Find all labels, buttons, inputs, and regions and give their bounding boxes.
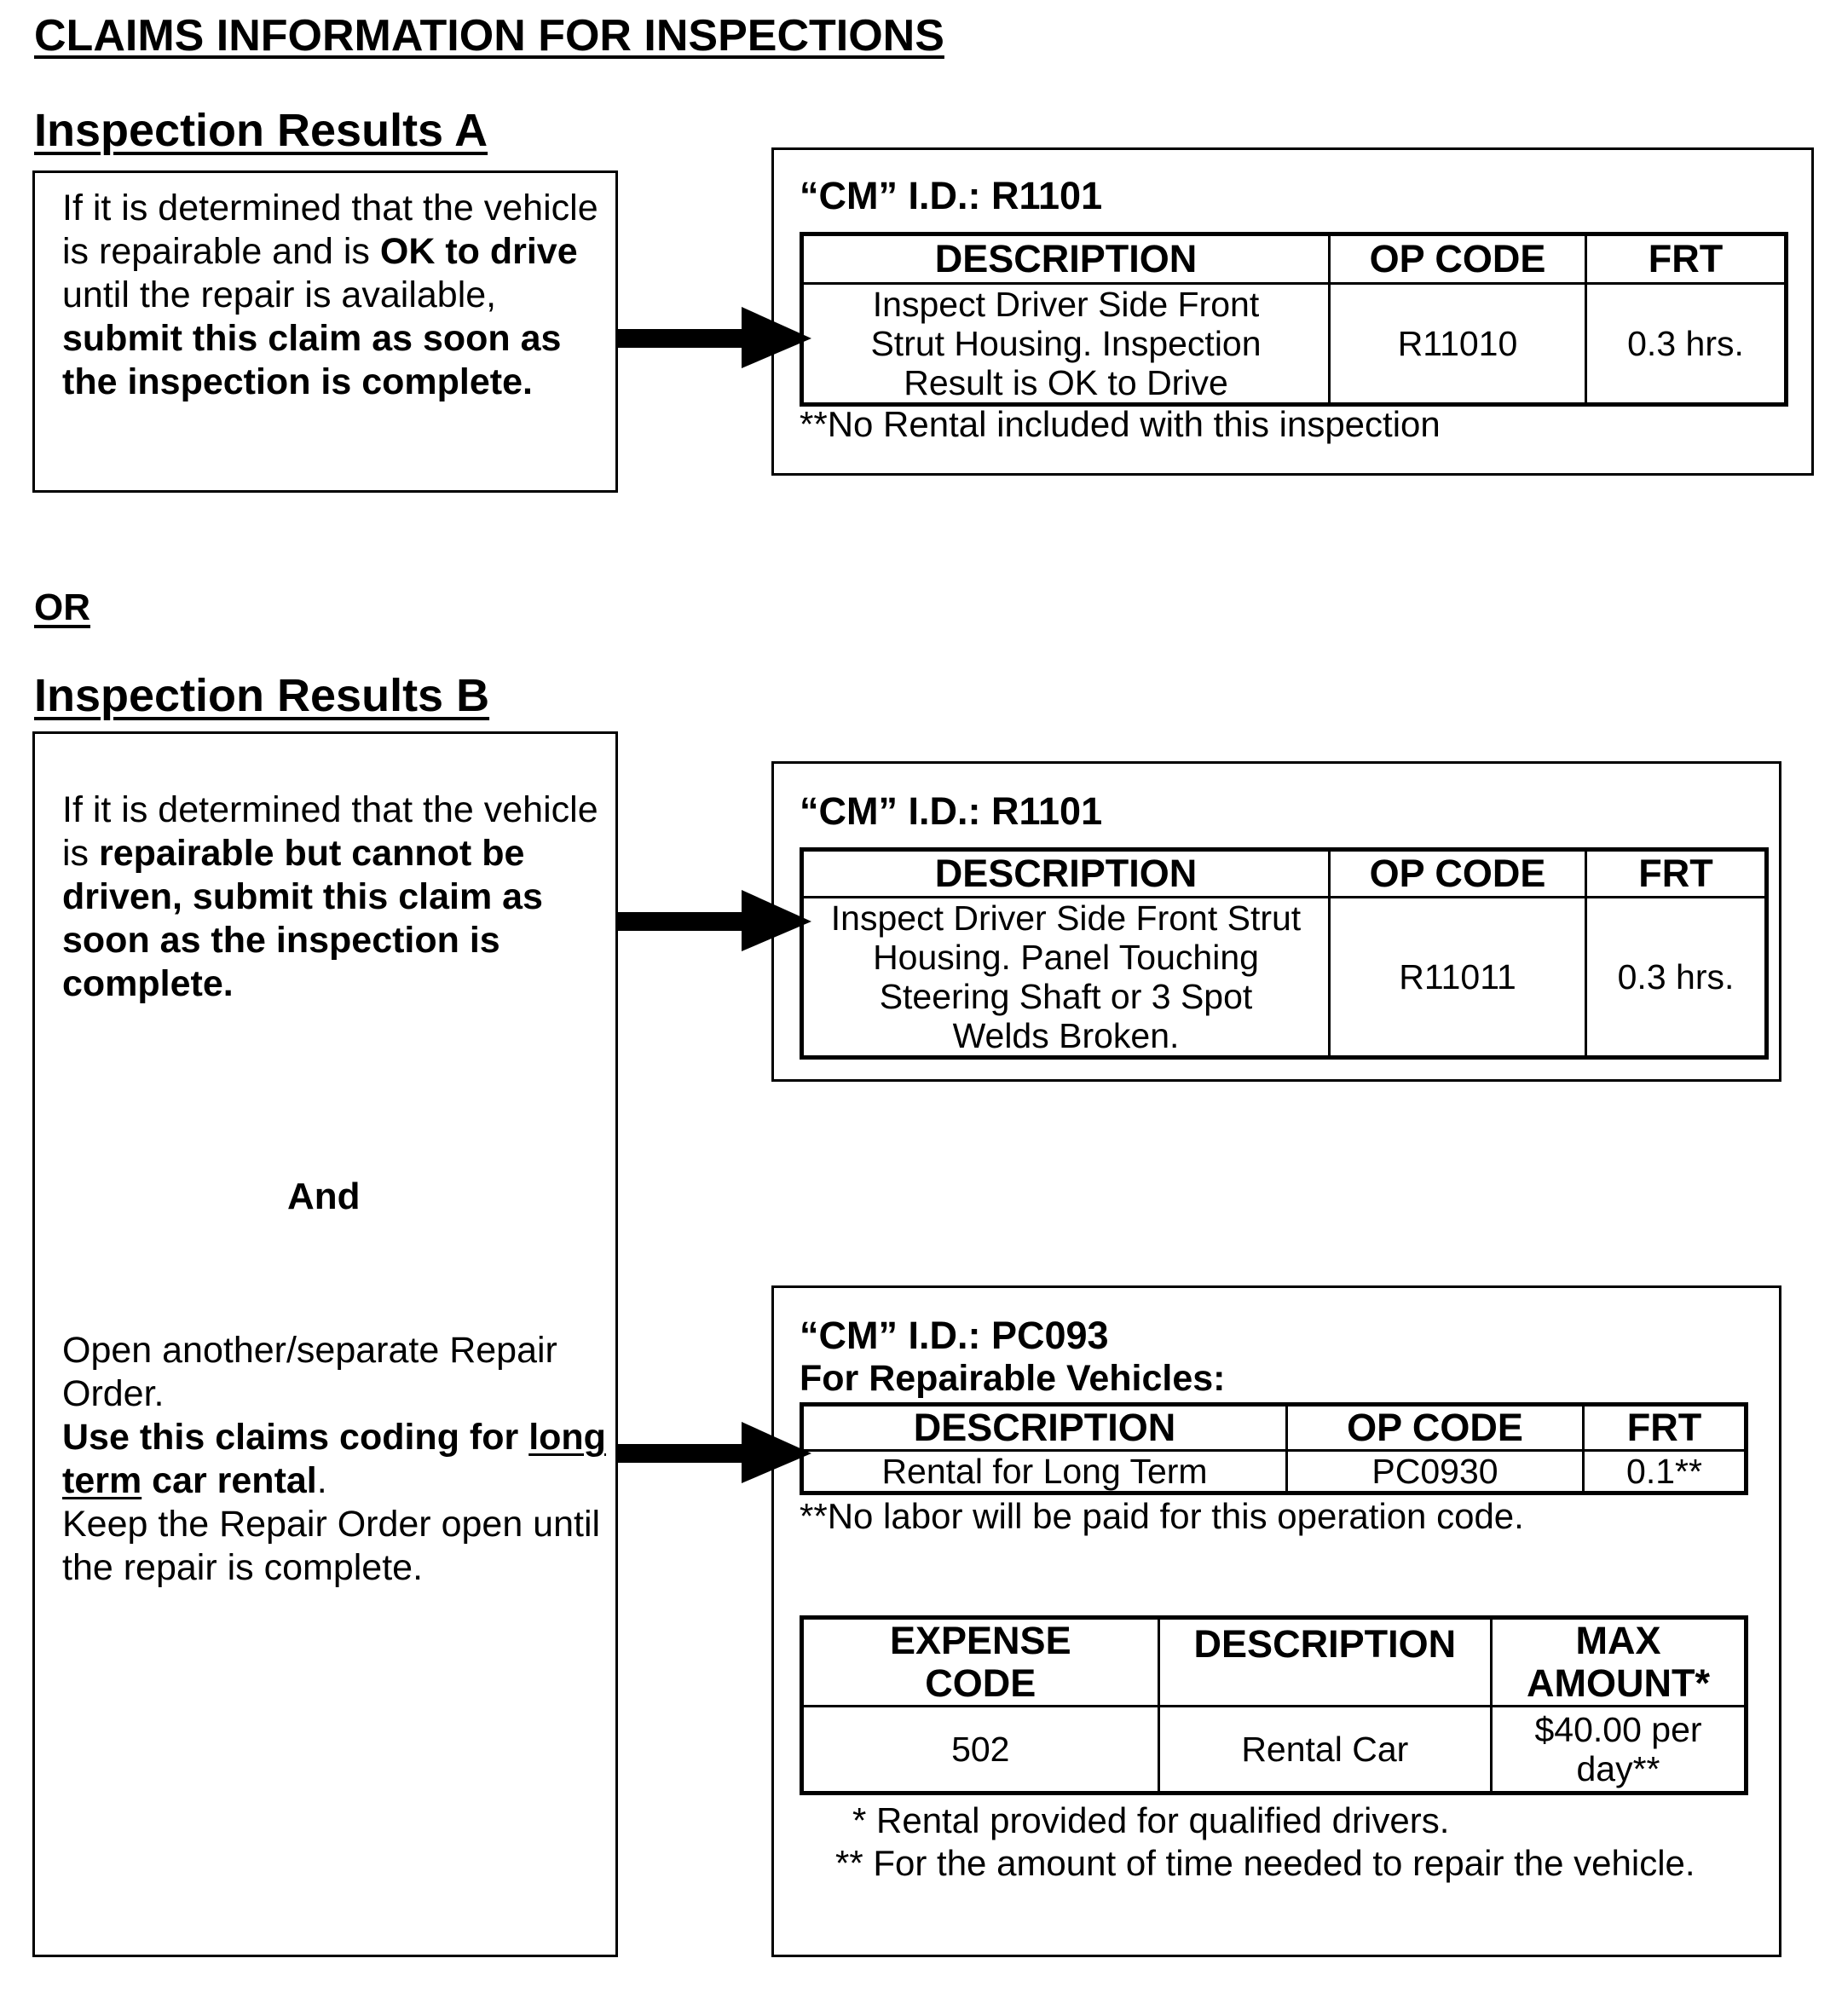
section-a-heading: Inspection Results A [34, 105, 488, 156]
expense-table [800, 1615, 1748, 1795]
expense-cell-description: Rental Car [1158, 1707, 1491, 1794]
or-label: OR [34, 586, 90, 628]
cm-b1-cell-op-code: R11011 [1330, 898, 1586, 1058]
cm-a-header-op-code: OP CODE [1330, 234, 1586, 284]
instr-a-part-4: submit this claim as soon as the inspection is complete. [62, 318, 562, 402]
cm-a-note: **No Rental included with this inspection [800, 404, 1441, 444]
instr-b2-period: . [316, 1460, 327, 1501]
expense-header-code: EXPENSE CODE [802, 1618, 1159, 1707]
section-a-instruction-text [62, 187, 599, 404]
instr-b2-bold-b: car rental [141, 1460, 317, 1501]
cm-b1-header-frt: FRT [1586, 850, 1767, 898]
cm-b1-cell-description: Inspect Driver Side Front Strut Housing. Panel Touching Steering Shaft or 3 Spot Welds Broken. [802, 898, 1330, 1058]
cm-box-a [771, 147, 1814, 476]
instr-b2-line-3: Keep the Repair Order open until the repair is complete. [62, 1504, 601, 1588]
instr-a-part-2: OK to drive [379, 231, 578, 272]
cm-id-b1: “CM” I.D.: R1101 [800, 789, 1103, 833]
expense-footnote-1: * Rental provided for qualified drivers. [852, 1800, 1450, 1840]
cm-b2-note: **No labor will be paid for this operation code. [800, 1496, 1524, 1536]
instr-b2-bold-a: Use this claims coding for [62, 1417, 529, 1458]
and-label: And [287, 1176, 361, 1217]
cm-a-code-table [800, 232, 1788, 407]
cm-box-b2 [771, 1285, 1781, 1957]
instr-b2-line-1: Open another/separate Repair Order. [62, 1330, 557, 1414]
instr-b-part-2: repairable but cannot be driven, submit this claim as soon as the inspection is complete. [62, 833, 543, 1004]
section-b-instruction-text-1 [62, 788, 599, 1006]
expense-header-max-amount: MAX AMOUNT* [1492, 1618, 1747, 1707]
cm-id-a: “CM” I.D.: R1101 [800, 174, 1103, 217]
section-a-instruction-box [32, 170, 618, 493]
instr-a-part-1: If it is determined that the vehicle is repairable and is [62, 188, 598, 272]
cm-a-cell-frt: 0.3 hrs. [1586, 284, 1787, 405]
cm-a-cell-description: Inspect Driver Side Front Strut Housing. Inspection Result is OK to Drive [802, 284, 1330, 405]
cm-b1-cell-frt: 0.3 hrs. [1586, 898, 1767, 1058]
cm-a-cell-op-code: R11010 [1330, 284, 1586, 405]
cm-b2-header-description: DESCRIPTION [802, 1405, 1287, 1451]
cm-b2-subtitle: For Repairable Vehicles: [800, 1358, 1226, 1399]
cm-b2-cell-op-code: PC0930 [1287, 1451, 1584, 1493]
cm-a-header-description: DESCRIPTION [802, 234, 1330, 284]
cm-a-header-frt: FRT [1586, 234, 1787, 284]
expense-header-description: DESCRIPTION [1158, 1618, 1491, 1707]
section-b-instruction-box [32, 731, 618, 1957]
section-b-instruction-text-2 [62, 1329, 608, 1590]
cm-b1-header-op-code: OP CODE [1330, 850, 1586, 898]
cm-b2-header-frt: FRT [1584, 1405, 1747, 1451]
cm-b1-code-table [800, 847, 1769, 1060]
expense-footnotes [835, 1799, 1739, 1885]
cm-b2-cell-description: Rental for Long Term [802, 1451, 1287, 1493]
cm-box-b1 [771, 761, 1781, 1082]
expense-footnote-2: ** For the amount of time needed to repair the vehicle. [835, 1843, 1695, 1883]
cm-id-b2: “CM” I.D.: PC093 [800, 1314, 1109, 1357]
instr-b2-bold-underlined: long term [62, 1417, 606, 1501]
cm-b1-header-description: DESCRIPTION [802, 850, 1330, 898]
expense-cell-code: 502 [802, 1707, 1159, 1794]
cm-b2-header-op-code: OP CODE [1287, 1405, 1584, 1451]
cm-b2-code-table [800, 1402, 1748, 1495]
instr-b-part-1: If it is determined that the vehicle is [62, 789, 598, 874]
instr-b2-line-2 [62, 1416, 608, 1503]
instr-a-part-3: until the repair is available, [62, 274, 497, 315]
cm-b2-cell-frt: 0.1** [1584, 1451, 1747, 1493]
section-b-heading: Inspection Results B [34, 670, 490, 721]
expense-cell-max-amount: $40.00 per day** [1492, 1707, 1747, 1794]
page-title: CLAIMS INFORMATION FOR INSPECTIONS [34, 11, 944, 61]
